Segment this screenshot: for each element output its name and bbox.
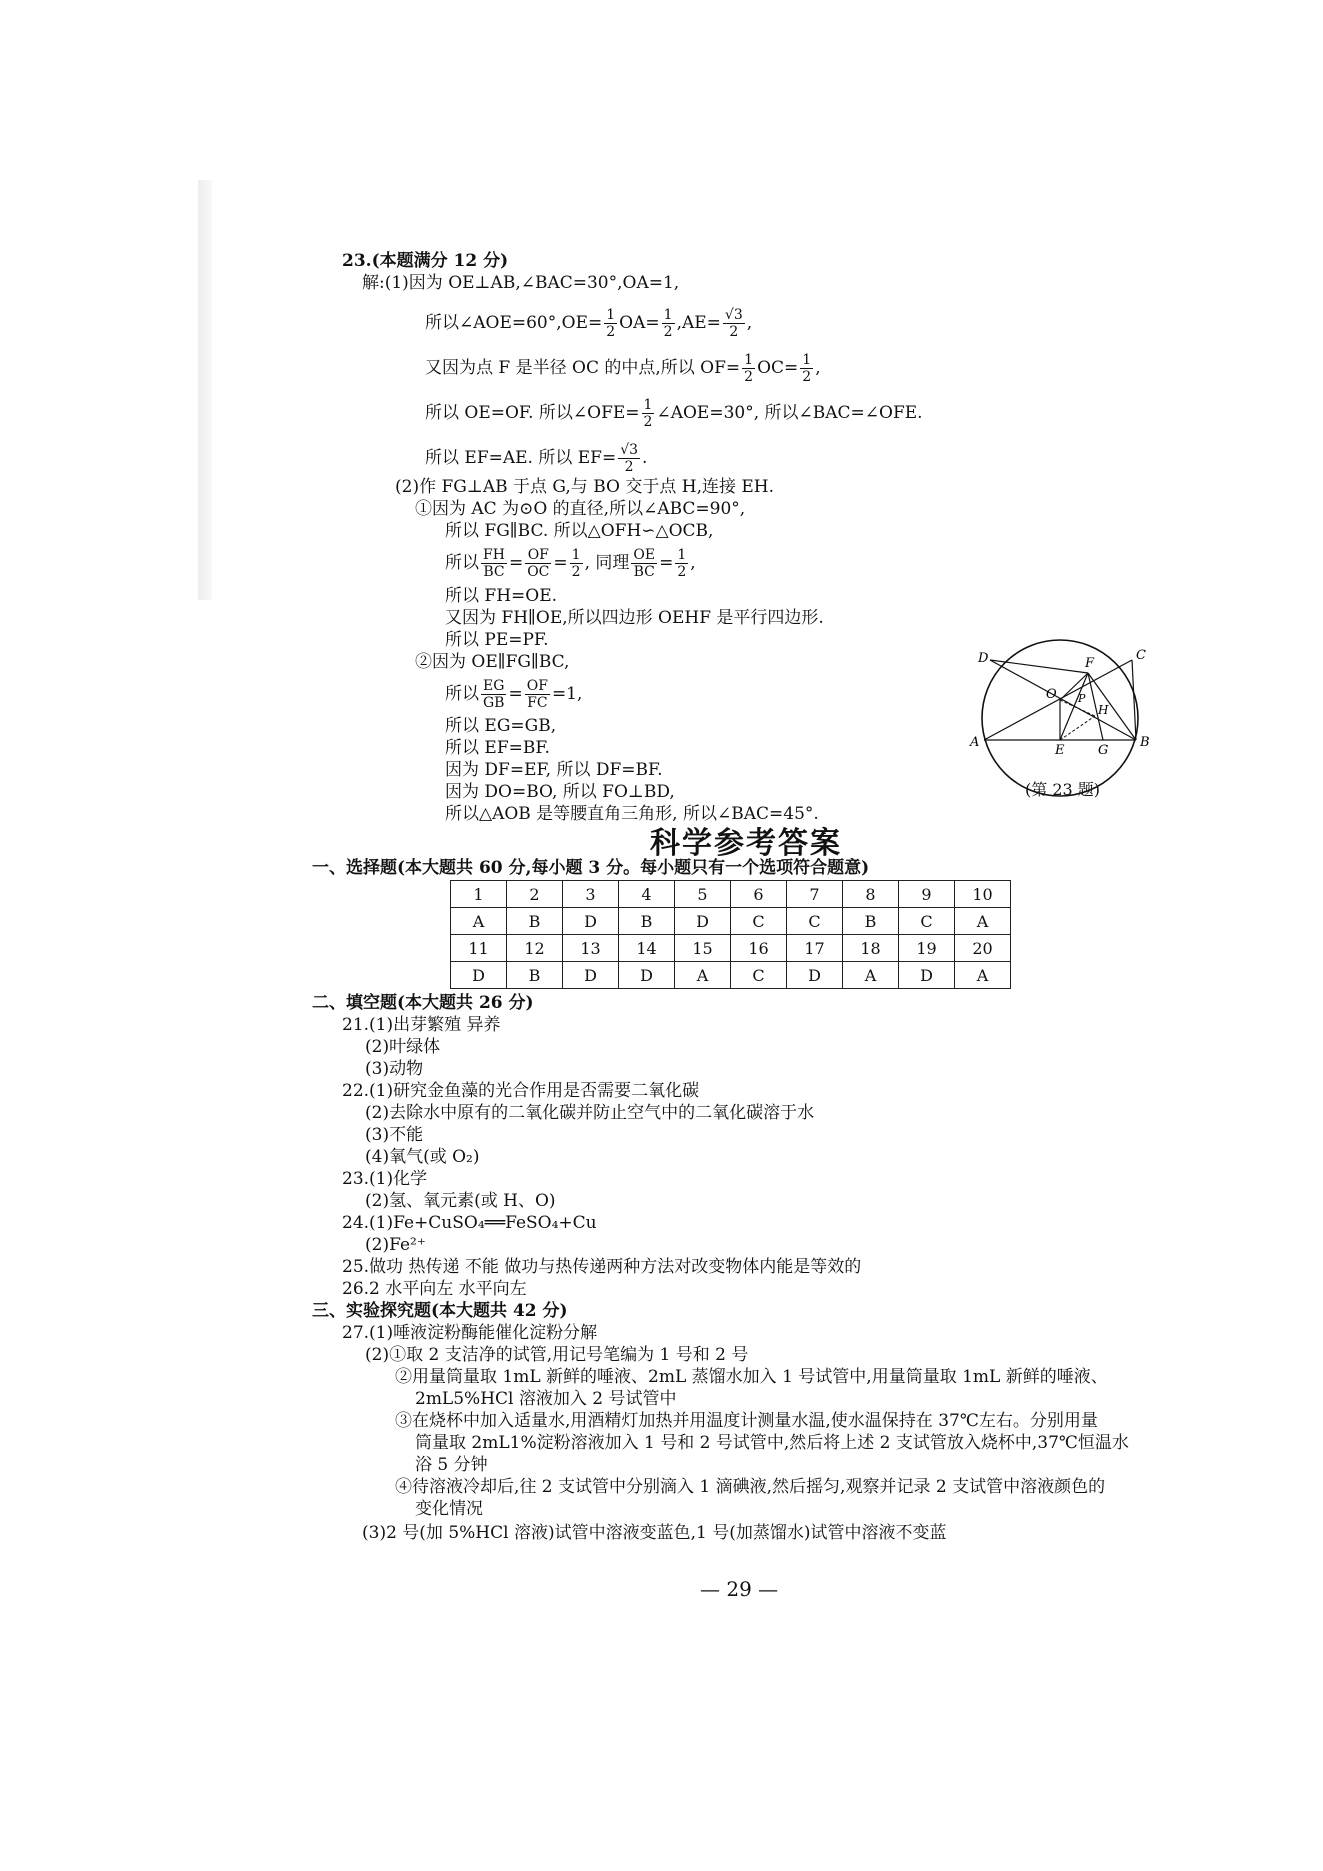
math-d3: 所以 EG=GB, [445,716,557,736]
label-p: P [1078,692,1086,705]
geometry-figure [960,630,1160,800]
page-number: — 29 — [700,1577,779,1601]
science-title: 科学参考答案 [650,826,842,861]
q26: 26.2 水平向左 水平向左 [342,1279,527,1299]
q21-3: (3)动物 [365,1059,424,1079]
q23-1: 23.(1)化学 [342,1169,428,1189]
label-d: D [978,651,989,666]
label-b: B [1140,735,1150,750]
math-d2: 所以 $\frac{EG}{GB}$ = $\frac{OF}{FC}$ =1, [445,678,583,711]
table-row: 11 12 13 14 15 16 17 18 19 20 [451,935,1011,962]
label-c: C [1136,648,1146,663]
q27-2c3: 浴 5 分钟 [415,1455,488,1475]
math-c1: ①因为 AC 为⊙O 的直径,所以∠ABC=90°, [415,499,746,519]
q22-3: (3)不能 [365,1125,424,1145]
figure-caption: (第 23 题) [1025,780,1101,799]
q27-2a: (2)①取 2 支洁净的试管,用记号笔编为 1 号和 2 号 [365,1345,749,1365]
table-row: 1 2 3 4 5 6 7 8 9 10 [451,881,1011,908]
q27-2d2: 变化情况 [415,1499,483,1519]
math-d4: 所以 EF=BF. [445,738,550,758]
answer-table [450,880,1011,989]
q25: 25.做功 热传递 不能 做功与热传递两种方法对改变物体内能是等效的 [342,1257,862,1277]
table-row: D B D D A C D A D A [451,962,1011,989]
label-h: H [1098,703,1109,717]
section-1-heading: 一、选择题(本大题共 60 分,每小题 3 分。每小题只有一个选项符合题意) [312,858,870,878]
q27-2c1: ③在烧杯中加入适量水,用酒精灯加热并用温度计测量水温,使水温保持在 37℃左右。分别用量 [395,1411,1098,1431]
section-3-heading: 三、实验探究题(本大题共 42 分) [312,1301,568,1321]
q27-3: (3)2 号(加 5%HCl 溶液)试管中溶液变蓝色,1 号(加蒸馏水)试管中溶液不变蓝 [362,1523,947,1543]
math-line-3: 又因为点 F 是半径 OC 的中点,所以 OF= $\frac{1}{2}$ OC= $\frac{1}{2}$ , [425,352,821,385]
math-line-2: 所以∠AOE=60°,OE= $\frac{1}{2}$ OA= $\frac{1}{2}$ ,AE= $\frac{√3}{2}$ , [425,307,753,340]
math-line-4: 所以 OE=OF. 所以∠OFE= $\frac{1}{2}$ ∠AOE=30°, 所以∠BAC=∠OFE. [425,397,923,430]
q22-4: (4)氧气(或 O₂) [365,1147,480,1167]
table-row: A B D B D C C B C A [451,908,1011,935]
q21-2: (2)叶绿体 [365,1037,441,1057]
label-f: F [1085,656,1095,671]
section-2-heading: 二、填空题(本大题共 26 分) [312,993,534,1013]
q23-2: (2)氢、氧元素(或 H、O) [365,1191,556,1211]
q27-1: 27.(1)唾液淀粉酶能催化淀粉分解 [342,1323,598,1343]
q27-2d1: ④待溶液冷却后,往 2 支试管中分别滴入 1 滴碘液,然后摇匀,观察并记录 2 支试管中溶液颜色的 [395,1477,1106,1497]
math-d1: ②因为 OE∥FG∥BC, [415,652,570,672]
q21-1: 21.(1)出芽繁殖 异养 [342,1015,501,1035]
q23-header: 23.(本题满分 12 分) [342,251,509,271]
math-d6: 因为 DO=BO, 所以 FO⊥BD, [445,782,675,802]
q24-2: (2)Fe²⁺ [365,1235,426,1255]
label-e: E [1055,743,1065,758]
math-c2: 所以 FG∥BC. 所以△OFH∽△OCB, [445,521,714,541]
label-o: O [1046,687,1057,702]
q27-2c2: 筒量取 2mL1%淀粉溶液加入 1 号和 2 号试管中,然后将上述 2 支试管放入烧杯中,37℃恒温水 [415,1433,1129,1453]
q27-2b1: ②用量筒量取 1mL 新鲜的唾液、2mL 蒸馏水加入 1 号试管中,用量筒量取 1mL 新鲜的唾液、 [395,1367,1108,1387]
math-c6: 所以 PE=PF. [445,630,549,650]
q24-1: 24.(1)Fe+CuSO₄══FeSO₄+Cu [342,1213,597,1233]
q27-2b2: 2mL5%HCl 溶液加入 2 号试管中 [415,1389,677,1409]
math-d7: 所以△AOB 是等腰直角三角形, 所以∠BAC=45°. [445,804,819,824]
q22-2: (2)去除水中原有的二氧化碳并防止空气中的二氧化碳溶于水 [365,1103,815,1123]
math-c4: 所以 FH=OE. [445,586,558,606]
math-d5: 因为 DF=EF, 所以 DF=BF. [445,760,663,780]
label-a: A [970,735,980,750]
math-part-2: (2)作 FG⊥AB 于点 G,与 BO 交于点 H,连接 EH. [395,477,775,497]
math-line-5: 所以 EF=AE. 所以 EF= $\frac{√3}{2}$ . [425,442,648,475]
math-line-1: 解:(1)因为 OE⊥AB,∠BAC=30°,OA=1, [362,273,680,293]
math-c5: 又因为 FH∥OE,所以四边形 OEHF 是平行四边形. [445,608,824,628]
math-c3: 所以 $\frac{FH}{BC}$ = $\frac{OF}{OC}$ = $\frac{1}{2}$ , 同理 $\frac{OE}{BC}$ = $\frac{1}{2}$ , [445,547,696,580]
q22-1: 22.(1)研究金鱼藻的光合作用是否需要二氧化碳 [342,1081,700,1101]
label-g: G [1098,743,1109,758]
